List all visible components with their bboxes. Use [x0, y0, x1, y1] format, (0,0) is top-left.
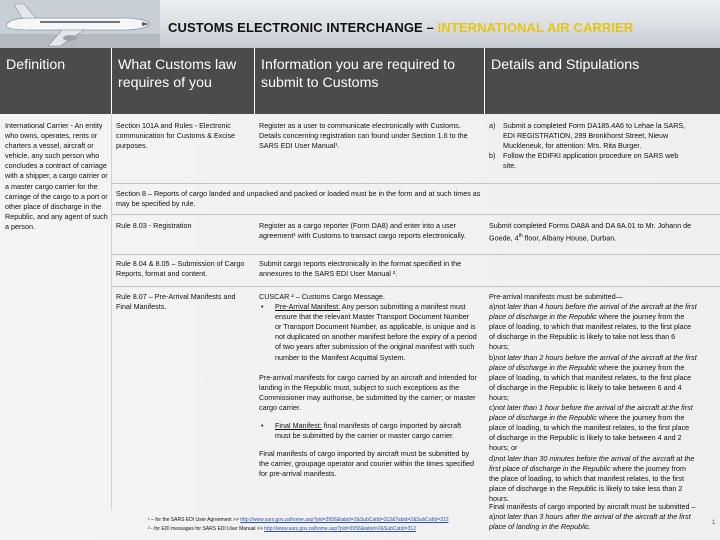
row2-law: Section 8 – Reports of cargo landed and unpacked and packed or loaded must be in the form and at such times as may be specified by rule.: [116, 189, 481, 209]
row4-law: Rule 8.04 & 8.05 – Submission of Cargo Reports, format and content.: [116, 259, 245, 279]
final-manifest-details: Final manifests of cargo imported by aircraft must be submitted – a)not later than 3 hours after the arrival of the aircraft at the first place of landing in the Republic.: [489, 502, 696, 532]
row1-details-list: [489, 121, 691, 171]
bullet-icon: •: [261, 302, 264, 312]
row-divider: [111, 286, 720, 287]
column-header-law: What Customs law requires of you: [111, 48, 254, 114]
row4-info: Submit cargo reports electronically in the format specified in the annexures to the SARS EDI User Manual ².: [259, 259, 462, 279]
footnote-link[interactable]: http://www.sars.gov.za/home.asp?pid=3956&tabid=2&SubCatId=312: [264, 526, 416, 532]
row3-law: Rule 8.03 - Registration: [116, 221, 192, 230]
row1-law: Section 101A and Rules - Electronic communication for Customs & Excise purposes.: [116, 121, 236, 151]
footnote-1: ¹ – for the SARS EDI User Agreement >> http://www.sars.gov.za/home.asp?pid=3956&tabid=2&SubCatId=313&Tabid=2&SubCatId=313: [148, 517, 449, 523]
row5-details: Pre-arrival manifests must be submitted— a)not later than 4 hours before the arrival of the aircraft at the first place of discharge in the Republic where the journey from the place of loading, to which that manifest relates, to the first place of discharge in the Republic is likely to take not less than 6 hours; b)not later than 2 hours before the arrival of the aircraft at the first place of discharge in the Republic where the journey from the place of loading, to which that manifest relates, to the first place of discharge in the Republic is likely to take between 6 and 4 hours; c)not later than 1 hour before the arrival of the aircraft at the first place of discharge in the Republic where the journey from the place of loading, to which the manifest relates, to the first place of discharge in the Republic is likely to take between 4 and 2 hours; or d)not later than 30 minutes before the arrival of the aircraft at the first place of discharge in the Republic where the journey from the place of loading, to which that manifest relates, to the first place of discharge in the Republic is likely to take less than 2 hours.: [489, 292, 697, 503]
title-accent: INTERNATIONAL AIR CARRIER: [437, 20, 634, 35]
title-banner: [0, 0, 720, 48]
page-title: CUSTOMS ELECTRONIC INTERCHANGE – INTERNATIONAL AIR CARRIER: [168, 20, 634, 35]
row5-info: [259, 292, 477, 480]
row-divider: [111, 254, 720, 255]
list-item: b) Follow the EDIFKI application procedure on SARS web site.: [489, 151, 679, 171]
row1-info: Register as a user to communicate electronically with Customs. Details concerning registration can found under Section 1.6 to the SARS EDI User Manual¹.: [259, 121, 468, 151]
row-divider: [111, 214, 720, 215]
list-item: a)not later than 4 hours before the arrival of the aircraft at the first place of discharge in the Republic where the journey from the place of loading, to which that manifest relates, to the first place of discharge in the Republic is likely to take not less than 6 hours;: [489, 302, 697, 352]
cuscar-heading: CUSCAR ² – Customs Cargo Message.: [259, 292, 385, 301]
column-header-definition: Definition: [0, 48, 111, 114]
definition-text: International Carrier - An entity who owns, operates, rents or charters a vessel, aircraft or vehicle, any such person who concludes a contract of carriage with a shipper, a cargo carrier or a master cargo carrier for the carriage of the cargo to a port or other place of discharge in the Republic, and any agent of such a person.: [5, 121, 108, 231]
column-header-details: Details and Stipulations: [484, 48, 720, 114]
column-divider: [111, 114, 112, 510]
info-paragraph: Final manifests of cargo imported by aircraft must be submitted by the carrier, groupage operator and courier within the times specified for pre-arrival manifests.: [259, 449, 474, 479]
bullet-icon: •: [261, 421, 264, 431]
list-item: c)not later than 1 hour before the arrival of the aircraft at the first place of discharge in the Republic where the journey from the place of loading, to which the manifest relates, to the first place of discharge in the Republic is likely to take between 4 and 2 hours; or: [489, 403, 693, 453]
list-item: a) Submit a completed Form DA185.4A6 to Lehae la SARS, EDI REGISTRATION, 299 Bronkhorst Street, Nieuw Muckleneuk, for attention: Mrs. Rita Burger.: [489, 121, 686, 151]
list-item: b)not later than 2 hours before the arrival of the aircraft at the first place of discharge in the Republic where the journey from the place of loading, to which that manifest relates, to the first place of discharge in the Republic is likely to take between 6 and 4 hours;: [489, 352, 697, 402]
list-item: • Pre-Arrival Manifest: Any person submitting a manifest must ensure that the relevant Master Transport Document Number or Transport Document Number, as applicable, is unique and is not duplicated on another manifest before the expiry of a period of two years after submission of the original manifest with such number to the Manifest Acquittal System.: [261, 302, 477, 362]
footnote-link[interactable]: http://www.sars.gov.za/home.asp?pid=3956&tabid=2&SubCatId=313&Tabid=2&SubCatId=313: [240, 517, 449, 523]
row3-details: Submit completed Forms DA8A and DA 8A.01 to Mr. Johann de Goede, 4th floor, Albany House, Durban.: [489, 221, 692, 243]
page-number: 1: [712, 520, 716, 526]
row3-info: Register as a cargo reporter (Form DA8) and enter into a user agreement¹ with Customs to transact cargo reports electronically.: [259, 221, 466, 241]
row5-law: Rule 8.07 – Pre-Arrival Manifests and Final Manifests.: [116, 292, 236, 312]
column-header-information: Information you are required to submit to Customs: [254, 48, 484, 114]
info-paragraph: Pre-arrival manifests for cargo carried by an aircraft and intended for landing in the Republic must, subject to such exceptions as the Commissioner may authorise, be submitted by the carrier; or master cargo carrier.: [259, 372, 477, 412]
list-item: d)not later than 30 minutes before the arrival of the aircraft at the first place of discharge in the Republic where the journey from the place of loading, to which that manifest relates, to the first place of discharge in the Republic is likely to take less than 2 hours.: [489, 453, 695, 503]
list-item: a)not later than 3 hours after the arrival of the aircraft at the first place of landing in the Republic.: [489, 512, 691, 532]
footnote-2: ² - for EDI messages for SARS EDI User Manual >> http://www.sars.gov.za/home.asp?pid=3956&tabid=2&SubCatId=312: [148, 526, 416, 532]
row-divider: [111, 183, 720, 184]
aircraft-illustration: [0, 0, 160, 48]
list-item: • Final Manifest: final manifests of cargo imported by aircraft must be submitted by the carrier or master cargo carrier.: [261, 421, 462, 441]
